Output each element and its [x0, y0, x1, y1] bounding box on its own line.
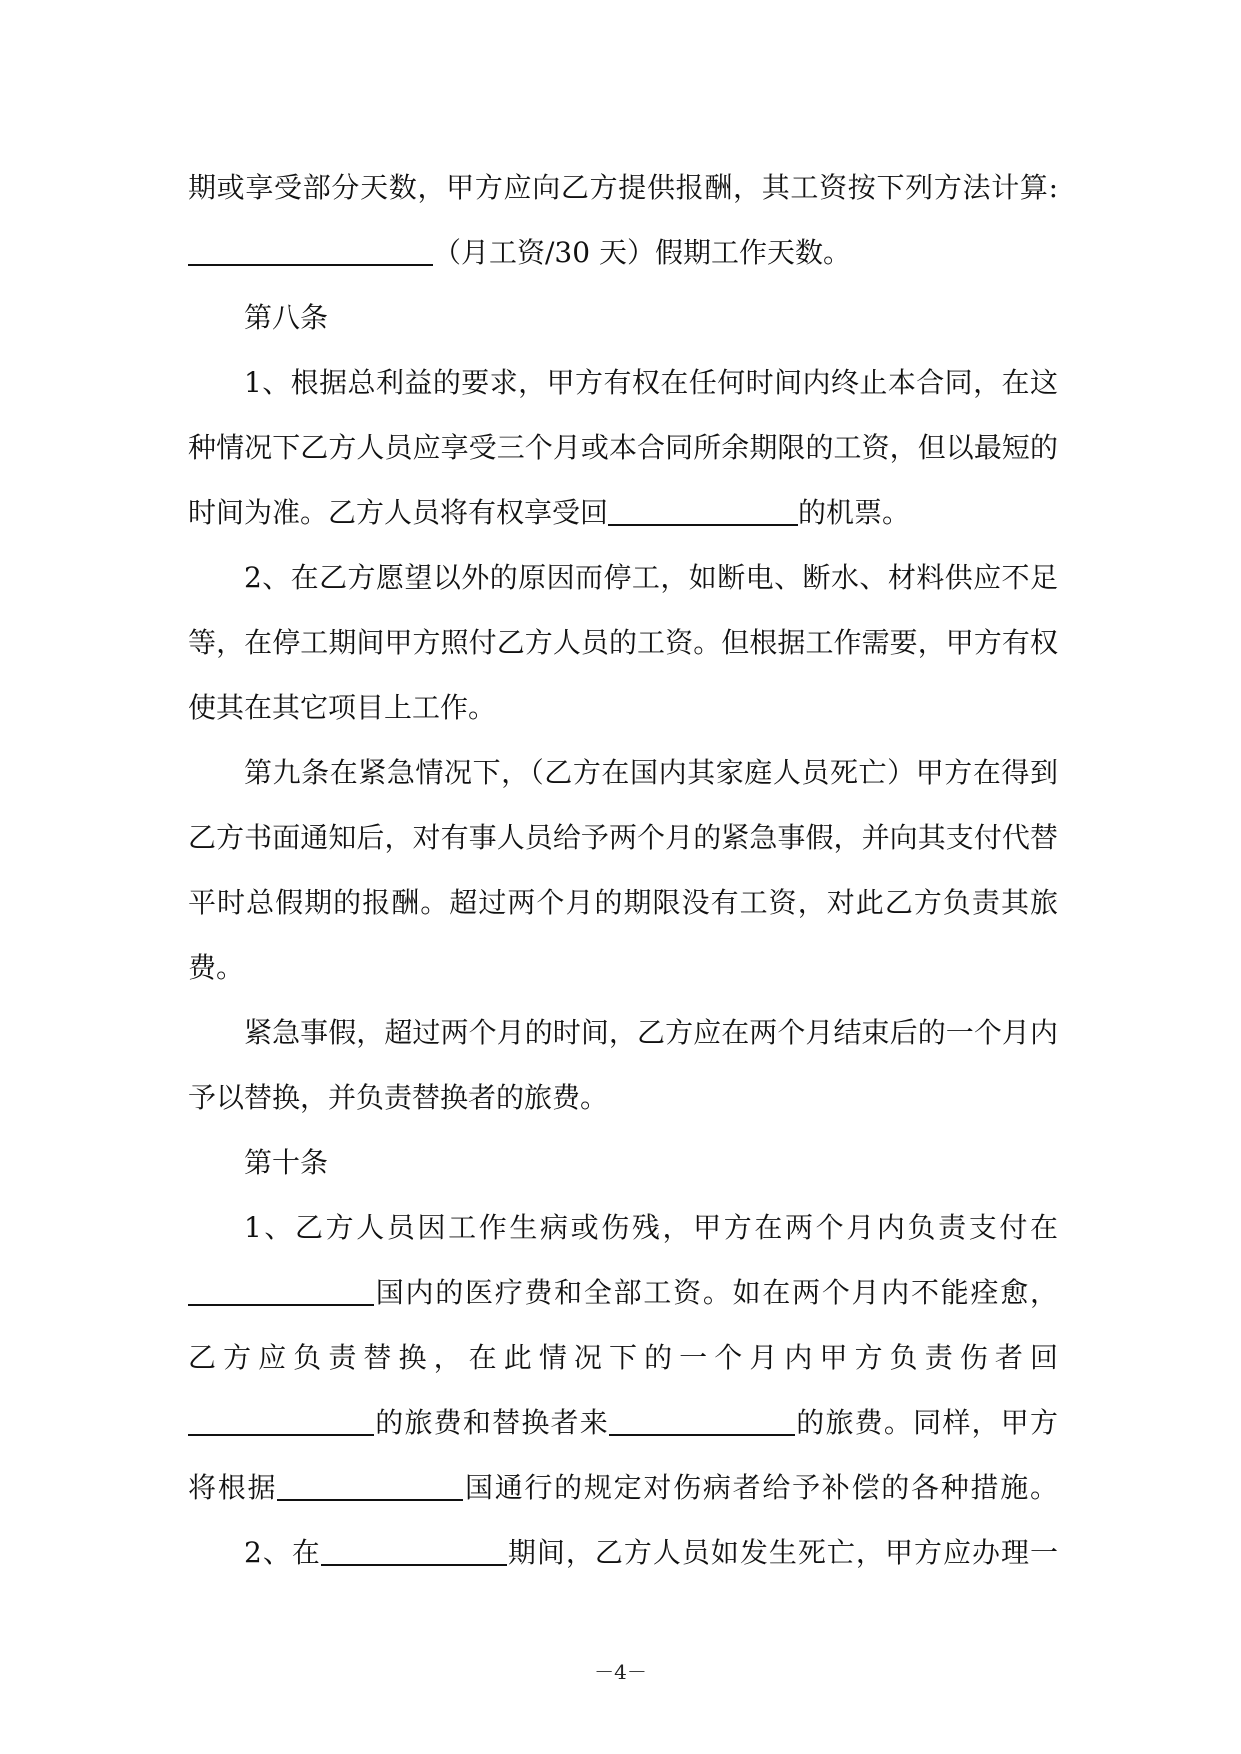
paragraph-text: 2、在 [244, 1536, 321, 1569]
fill-blank [188, 230, 433, 266]
paragraph-line: 1、乙方人员因工作生病或伤残，甲方在两个月内负责支付在 [244, 1211, 1058, 1244]
paragraph-text: （月工资/30 天）假期工作天数。 [433, 236, 851, 269]
paragraph-text: 国通行的规定对伤病者给予补偿的各种措施。 [463, 1471, 1058, 1504]
paragraph-line: 乙方应负责替换，在此情况下的一个月内甲方负责伤者回 [188, 1341, 1058, 1374]
fill-blank [188, 1270, 374, 1306]
paragraph-line: 期或享受部分天数，甲方应向乙方提供报酬，其工资按下列方法计算: [188, 171, 1058, 204]
fill-blank [188, 1400, 374, 1436]
fill-blank [321, 1530, 507, 1566]
fill-blank [277, 1465, 463, 1501]
paragraph: 2、在乙方愿望以外的原因而停工，如断电、断水、材料供应不足等，在停工期间甲方照付乙方人员的工资。但根据工作需要，甲方有权使其在其它项目上工作。 [188, 561, 1058, 724]
fill-blank [608, 490, 798, 526]
page-number: －4－ [594, 1660, 647, 1684]
paragraph: 紧急事假，超过两个月的时间，乙方应在两个月结束后的一个月内予以替换，并负责替换者的旅费。 [188, 1016, 1058, 1114]
fill-blank [609, 1400, 795, 1436]
paragraph-line [188, 1390, 1058, 1455]
paragraph-text: 1、根据总利益的要求，甲方有权在任何时间内终止本合同，在这种情况下乙方人员应享受三个月或本合同所余期限的工资，但以最短的时间为准。乙方人员将有权享受回 [188, 366, 1058, 529]
paragraph-text: 将根据 [188, 1471, 278, 1504]
document-body [188, 155, 1058, 1585]
paragraph-text: 的机票。 [798, 496, 911, 529]
paragraph-line [188, 1520, 1058, 1585]
paragraph-text: 期间，乙方人员如发生死亡，甲方应办理一 [506, 1536, 1058, 1569]
paragraph-text: 的旅费。同样，甲方 [795, 1406, 1058, 1439]
article-heading: 第十条 [244, 1146, 329, 1179]
article-heading: 第八条 [244, 301, 329, 334]
paragraph [188, 350, 1058, 545]
paragraph-line [188, 1260, 1058, 1325]
paragraph-text: 国内的医疗费和全部工资。如在两个月内不能痊愈， [374, 1276, 1058, 1309]
paragraph-line [188, 220, 1058, 285]
paragraph-text: 的旅费和替换者来 [374, 1406, 609, 1439]
paragraph: 第九条在紧急情况下，（乙方在国内其家庭人员死亡）甲方在得到乙方书面通知后，对有事人员给予两个月的紧急事假，并向其支付代替平时总假期的报酬。超过两个月的期限没有工资，对此乙方负责其旅费。 [188, 756, 1058, 984]
paragraph-line [188, 1455, 1058, 1520]
